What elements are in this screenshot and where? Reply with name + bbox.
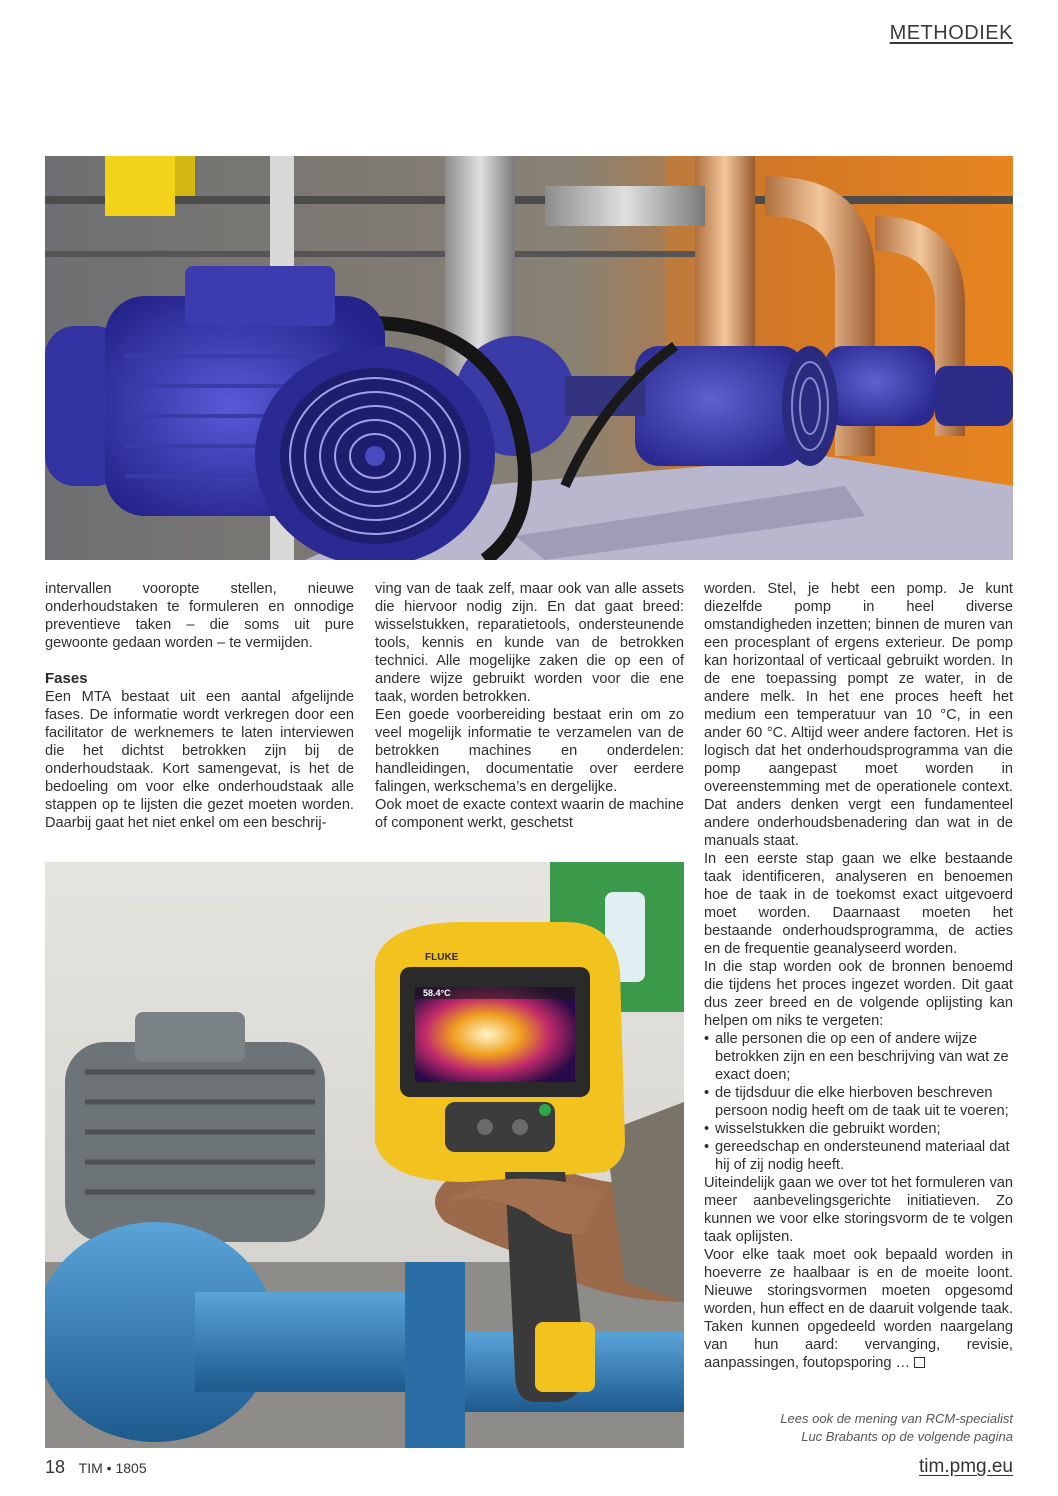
caption-line: Lees ook de mening van RCM-specialist [780,1411,1013,1426]
section-label: METHODIEK [889,22,1013,44]
paragraph: In die stap worden ook de bronnen benoemd die tijdens het proces ingezet worden. Dit gaat dus zeer breed en de volgende oplijsting kan helpen om niks te vergeten: [704,959,1013,1029]
paragraph: ving van de taak zelf, maar ook van alle assets die hiervoor nodig zijn. En dat gaat breed: wisselstukken, reparatietools, ondersteunende tools, kennis en kunde van de betrokken technici. Alle mogelijke zaken die op een of andere wijze gebruikt worden voor die ene taak, worden betrokken. [375,581,684,705]
industrial-pump-room-photo [45,156,1013,560]
list-item: • wisselstukken die gebruikt worden; [704,1120,1013,1138]
text-column-2 [375,580,684,832]
subheading-fases: Fases [45,670,88,687]
text-column-3 [704,580,1013,1372]
resource-list [704,1030,1013,1174]
paragraph: Een goede voorbereiding bestaat erin om zo veel mogelijk informatie te verzamelen van de betrokken machines en onderdelen: handleidingen, documentatie over eerdere falingen, werkschema’s en dergelijke. [375,707,684,795]
thermal-camera-photo [45,862,684,1448]
list-item: • alle personen die op een of andere wijze betrokken zijn en een beschrijving van wat ze exact doen; [704,1030,1013,1084]
caption [713,1410,1013,1446]
magazine-name: TIM [78,1460,103,1476]
camera-temp: 58.4°C [423,988,451,998]
page-number: 18 [45,1457,66,1477]
paragraph-text: Voor elke taak moet ook bepaald worden in hoeverre ze haalbaar is en de moeite loont. Nieuwe storingsvormen moeten opgesomd worden, hun effect en de daaruit volgende taak. Taken kunnen opgedeeld worden naargelang van hun aard: vervanging, revisie, aanpassingen, foutopsporing … [704,1247,1013,1371]
paragraph: Een MTA bestaat uit een aantal afgelijnde fases. De informatie wordt verkregen door een facilitator de werknemers te laten interviewen die het dichtst betrokken zijn bij de onderhoudstaak. Kort samengevat, is het de bedoeling om voor elke onderhoudstaak alle stappen op te lijsten die gezet moeten worden. Daarbij gaat het niet enkel om een beschrij- [45,689,354,831]
end-mark-icon [914,1357,925,1368]
paragraph: worden. Stel, je hebt een pomp. Je kunt diezelfde pomp in heel diverse omstandigheden inzetten; binnen de muren van een procesplant of ergens exterieur. De pomp kan horizontaal of verticaal gebruikt worden. In de ene toepassing pompt ze water, in de andere melk. In het ene proces heeft het medium een temperatuur van 10 °C, in een ander 60 °C. Altijd weer andere factoren. Het is logisch dat het onderhoudsprogramma van die pomp aangepast moet worden in overeenstemming met de operationele context. Dat anders denken vergt een fundamenteel andere onderhoudsbenadering dan wat in de manuals staat. [704,581,1013,849]
paragraph: Uiteindelijk gaan we over tot het formuleren van meer aanbevelingsgerichte initiatieven. Zo kunnen we voor elke storingsvorm de te volgen taak oplijsten. [704,1175,1013,1245]
caption-line: Luc Brabants op de volgende pagina [801,1429,1013,1444]
camera-brand: FLUKE [425,952,459,963]
footer-left [45,1457,147,1478]
paragraph: In een eerste stap gaan we elke bestaande taak identificeren, analyseren en benoemen hoe de taak in de toekomst exact uitgevoerd moet worden. Daarnaast moeten het bestaande onderhoudsprogramma, de acties en de frequentie geanalyseerd worden. [704,851,1013,957]
issue-number: • 1805 [106,1460,147,1476]
paragraph-final [704,1246,1013,1372]
text-column-1 [45,580,354,832]
list-item: • gereedschap en ondersteunend materiaal dat hij of zij nodig heeft. [704,1138,1013,1174]
paragraph: Ook moet de exacte context waarin de machine of component werkt, geschetst [375,797,684,831]
paragraph: intervallen vooropte stellen, nieuwe onderhoudstaken te formuleren en onnodige preventieve taken – die soms uit pure gewoonte gedaan worden – te vermijden. [45,581,354,651]
footer-url-link[interactable]: tim.pmg.eu [919,1456,1013,1477]
list-item: • de tijdsduur die elke hierboven beschreven persoon nodig heeft om de taak uit te voeren; [704,1084,1013,1120]
